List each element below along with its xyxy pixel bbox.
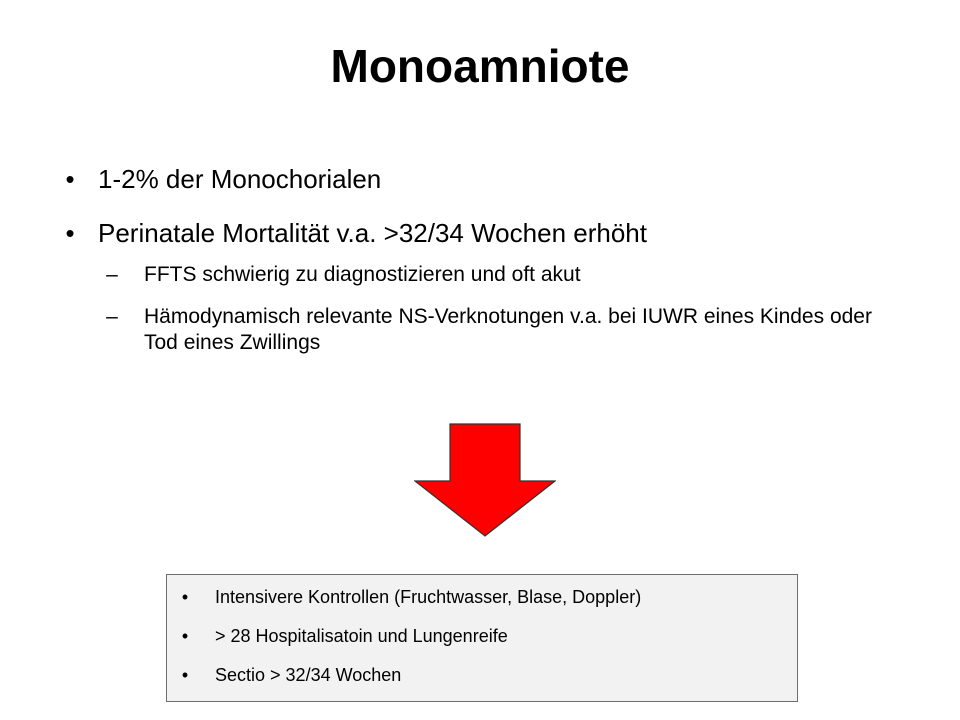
summary-item: [177, 663, 787, 687]
bullet-text: Perinatale Mortalität v.a. >32/34 Wochen erhöht: [98, 218, 647, 248]
down-arrow-shape: [415, 424, 555, 536]
bullet-dot: •: [65, 218, 75, 248]
bullet-item: [60, 216, 920, 356]
summary-text: Sectio > 32/34 Wochen: [215, 665, 402, 685]
summary-text: > 28 Hospitalisatoin und Lungenreife: [215, 626, 508, 646]
summary-bullet-dot: •: [181, 665, 189, 685]
summary-item: [177, 624, 787, 648]
bullet-item: [60, 162, 920, 196]
sub-bullet-item: [60, 304, 882, 356]
summary-list: [177, 585, 787, 702]
summary-item: [177, 585, 787, 609]
sub-bullet-text: Hämodynamisch relevante NS-Verknotungen v.a. bei IUWR eines Kindes oder Tod eines Zwillings: [144, 305, 872, 354]
sub-bullet-dash: –: [106, 305, 118, 328]
bullet-list: [60, 162, 920, 376]
summary-box: [166, 574, 798, 702]
sub-bullet-text: FFTS schwierig zu diagnostizieren und oft akut: [144, 263, 581, 286]
sub-bullet-list: [60, 262, 882, 356]
summary-bullet-dot: •: [181, 587, 189, 607]
bullet-text: 1-2% der Monochorialen: [98, 164, 382, 194]
down-arrow-icon: [414, 423, 556, 537]
sub-bullet-item: [60, 262, 882, 288]
summary-bullet-dot: •: [181, 626, 189, 646]
sub-bullet-dash: –: [106, 263, 118, 286]
bullet-dot: •: [65, 164, 75, 194]
summary-text: Intensivere Kontrollen (Fruchtwasser, Blase, Doppler): [215, 587, 642, 607]
slide-title: Monoamniote: [330, 40, 630, 92]
